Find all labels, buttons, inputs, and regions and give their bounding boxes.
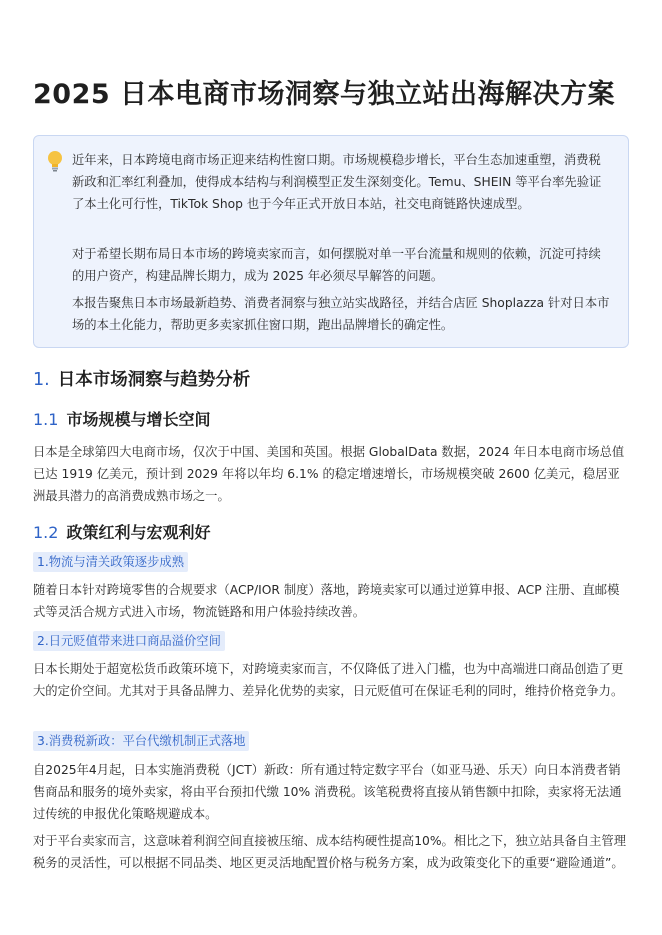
body-paragraph: 对于平台卖家而言，这意味着利润空间直接被压缩、成本结构硬性提高10%。相比之下，独立站具备自主管理税务的灵活性，可以根据不同品类、地区更灵活地配置价格与税务方案，成为政策变化下的重要“避险通道”。 [33, 834, 626, 870]
subsection-number: 1.1 [33, 410, 59, 429]
subsection-heading [33, 407, 210, 433]
highlight-tag: 2.日元贬值带来进口商品溢价空间 [33, 631, 225, 651]
body-paragraph: 日本长期处于超宽松货币政策环境下，对跨境卖家而言，不仅降低了进入门槛，也为中高端进口商品创造了更大的定价空间。尤其对于具备品牌力、差异化优势的卖家，日元贬值可在保证毛利的同时，维持价格竞争力。 [33, 662, 624, 698]
subsection-heading [33, 520, 210, 546]
subsection-title: 市场规模与增长空间 [66, 410, 211, 429]
section-number: 1. [33, 370, 50, 390]
body-paragraph: 随着日本针对跨境零售的合规要求（ACP/IOR 制度）落地，跨境卖家可以通过逆算申报、ACP 注册、直邮模式等灵活合规方式进入市场，物流链路和用户体验持续改善。 [33, 583, 620, 619]
subsection-title: 政策红利与宏观利好 [66, 523, 211, 542]
section-title: 日本市场洞察与趋势分析 [57, 370, 251, 390]
subsection-number: 1.2 [33, 523, 59, 542]
highlight-tag: 1.物流与清关政策逐步成熟 [33, 552, 188, 572]
body-paragraph: 日本是全球第四大电商市场，仅次于中国、美国和英国。根据 GlobalData 数据，2024 年日本电商市场总值已达 1919 亿美元，预计到 2029 年将以年均 6.1% 的稳定增速增长，市场规模突破 2600 亿美元，稳居亚洲最具潜力的高消费成熟市场之一。 [33, 445, 625, 503]
callout-paragraph: 近年来，日本跨境电商市场正迎来结构性窗口期。市场规模稳步增长，平台生态加速重塑，消费税新政和汇率红利叠加，使得成本结构与利润模型正发生深刻变化。Temu、SHEIN 等平台率先验证了本土化可行性，TikTok Shop 也于今年正式开放日本站，社交电商链路快速成型。 [72, 153, 602, 211]
lightbulb-icon [45, 149, 65, 173]
callout-paragraph: 本报告聚焦日本市场最新趋势、消费者洞察与独立站实战路径，并结合店匠 Shoplazza 针对日本市场的本土化能力，帮助更多卖家抓住窗口期，跑出品牌增长的确定性。 [72, 296, 610, 332]
body-paragraph: 自2025年4月起，日本实施消费税（JCT）新政：所有通过特定数字平台（如亚马逊、乐天）向日本消费者销售商品和服务的境外卖家，将由平台预扣代缴 10% 消费税。该笔税费将直接从销售额中扣除，卖家将无法通过传统的申报优化策略规避成本。 [33, 763, 622, 821]
page-title: 2025 日本电商市场洞察与独立站出海解决方案 [33, 79, 616, 110]
highlight-tag: 3.消费税新政：平台代缴机制正式落地 [33, 731, 249, 751]
section-heading [33, 366, 250, 394]
callout-paragraph: 对于希望长期布局日本市场的跨境卖家而言，如何摆脱对单一平台流量和规则的依赖，沉淀可持续的用户资产，构建品牌长期力，成为 2025 年必须尽早解答的问题。 [72, 247, 601, 283]
